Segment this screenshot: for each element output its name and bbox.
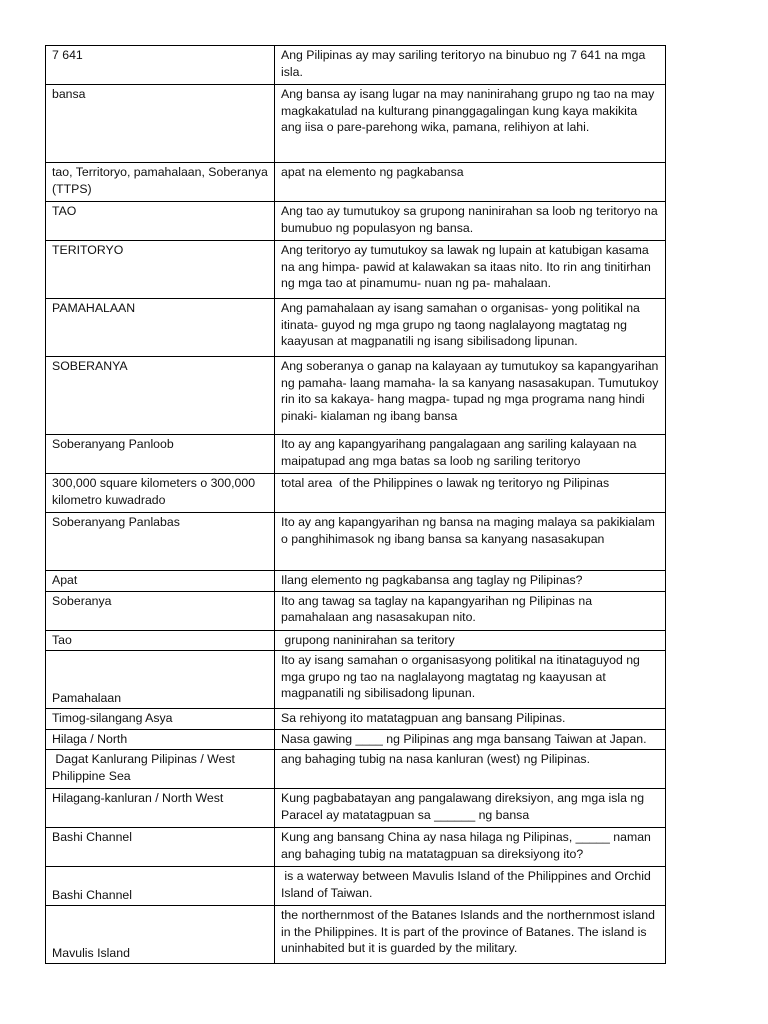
definition-cell bbox=[275, 85, 666, 163]
table-row bbox=[46, 729, 666, 750]
term-text: Bashi Channel bbox=[52, 887, 132, 902]
table-row bbox=[46, 46, 666, 85]
definition-cell bbox=[275, 750, 666, 789]
table-row bbox=[46, 906, 666, 964]
term-cell bbox=[46, 789, 275, 828]
definition-cell bbox=[275, 630, 666, 651]
term-cell bbox=[46, 630, 275, 651]
term-text: 7 641 bbox=[52, 48, 83, 62]
definition-cell bbox=[275, 571, 666, 592]
table-row bbox=[46, 474, 666, 513]
definition-cell bbox=[275, 651, 666, 709]
term-text: 300,000 square kilometers o 300,000 kilometro kuwadrado bbox=[52, 476, 259, 507]
table-row bbox=[46, 163, 666, 202]
term-cell bbox=[46, 202, 275, 241]
term-cell bbox=[46, 435, 275, 474]
term-cell bbox=[46, 513, 275, 571]
term-cell bbox=[46, 571, 275, 592]
definition-cell bbox=[275, 906, 666, 964]
term-cell bbox=[46, 867, 275, 906]
table-row bbox=[46, 591, 666, 630]
term-cell bbox=[46, 729, 275, 750]
term-text: Hilagang-kanluran / North West bbox=[52, 791, 224, 805]
definition-text: is a waterway between Mavulis Island of the Philippines and Orchid Island of Taiwan. bbox=[281, 869, 655, 900]
definition-text: Ang tao ay tumutukoy sa grupong naninirahan sa loob ng teritoryo na bumubuo ng populasyon ng bansa. bbox=[281, 204, 662, 235]
definition-cell bbox=[275, 828, 666, 867]
table-row bbox=[46, 750, 666, 789]
term-text: SOBERANYA bbox=[52, 359, 128, 373]
definition-cell bbox=[275, 474, 666, 513]
term-cell bbox=[46, 474, 275, 513]
term-cell bbox=[46, 828, 275, 867]
definition-cell bbox=[275, 202, 666, 241]
term-text: PAMAHALAAN bbox=[52, 301, 136, 315]
table-row bbox=[46, 789, 666, 828]
term-text: TAO bbox=[52, 204, 77, 218]
table-row bbox=[46, 867, 666, 906]
table-row bbox=[46, 435, 666, 474]
table-row bbox=[46, 828, 666, 867]
term-text: TERITORYO bbox=[52, 243, 124, 257]
definition-cell bbox=[275, 435, 666, 474]
table-row bbox=[46, 571, 666, 592]
term-text: bansa bbox=[52, 87, 86, 101]
term-cell bbox=[46, 46, 275, 85]
definition-text: total area of the Philippines o lawak ng teritoryo ng Pilipinas bbox=[281, 476, 610, 490]
term-cell bbox=[46, 651, 275, 709]
definition-text: Ito ay isang samahan o organisasyong politikal na itinataguyod ng mga grupo ng tao na naglalayong magtatag ng kaayusan at magpanatili ng sibilisadong lipunan. bbox=[281, 653, 644, 700]
definition-text: Ang Pilipinas ay may sariling teritoryo na binubuo ng 7 641 na mga isla. bbox=[281, 48, 649, 79]
term-cell bbox=[46, 85, 275, 163]
term-text: Apat bbox=[52, 573, 78, 587]
definition-text: Ang bansa ay isang lugar na may naninirahang grupo ng tao na may magkakatulad na kulturang pinanggagalingan kung kaya makikita ang iisa o pare-parehong wika, pamana, relihiyon at lahi. bbox=[281, 87, 658, 134]
definition-cell bbox=[275, 163, 666, 202]
term-text: Timog-silangang Asya bbox=[52, 711, 173, 725]
definition-cell bbox=[275, 789, 666, 828]
definition-text: Ito ay ang kapangyarihan ng bansa na maging malaya sa pakikialam o panghihimasok ng ibang bansa sa kanyang nasasakupan bbox=[281, 515, 659, 546]
definition-text: the northernmost of the Batanes Islands and the northernmost island in the Philippines. It is part of the province of Batanes. The island is uninhabited but it is guarded by the military. bbox=[281, 908, 659, 955]
definition-text: Sa rehiyong ito matatagpuan ang bansang Pilipinas. bbox=[281, 711, 566, 725]
term-text: Soberanya bbox=[52, 593, 112, 608]
definition-text: ang bahaging tubig na nasa kanluran (west) ng Pilipinas. bbox=[281, 752, 590, 766]
term-cell bbox=[46, 299, 275, 357]
table-row bbox=[46, 513, 666, 571]
definition-cell bbox=[275, 709, 666, 730]
term-text: Mavulis Island bbox=[52, 945, 130, 960]
definition-cell bbox=[275, 729, 666, 750]
term-cell bbox=[46, 906, 275, 964]
definition-text: Ang teritoryo ay tumutukoy sa lawak ng lupain at katubigan kasama na ang himpa- pawid at kalawakan sa itaas nito. Ito rin ang tinitirhan ng mga tao at pinamumu- nuan ng pa- mahalaan. bbox=[281, 243, 655, 290]
table-row bbox=[46, 651, 666, 709]
table-row bbox=[46, 357, 666, 435]
definition-text: Ilang elemento ng pagkabansa ang taglay ng Pilipinas? bbox=[281, 573, 583, 587]
definition-text: apat na elemento ng pagkabansa bbox=[281, 165, 464, 179]
definition-text: Ito ay ang kapangyarihang pangalagaan ang sariling kalayaan na maipatupad ang mga batas sa loob ng sariling teritoryo bbox=[281, 437, 640, 468]
definition-cell bbox=[275, 299, 666, 357]
definition-cell bbox=[275, 241, 666, 299]
term-text: Hilaga / North bbox=[52, 731, 128, 746]
term-text: Tao bbox=[52, 632, 72, 647]
table-row bbox=[46, 202, 666, 241]
definition-text: grupong naninirahan sa teritory bbox=[281, 632, 455, 647]
table-row bbox=[46, 241, 666, 299]
term-text: Soberanyang Panloob bbox=[52, 437, 174, 451]
table-row bbox=[46, 709, 666, 730]
definition-cell bbox=[275, 357, 666, 435]
table-row bbox=[46, 630, 666, 651]
definition-text: Kung ang bansang China ay nasa hilaga ng Pilipinas, _____ naman ang bahaging tubig na matatagpuan sa direksiyong ito? bbox=[281, 830, 655, 861]
term-cell bbox=[46, 163, 275, 202]
term-cell bbox=[46, 357, 275, 435]
term-text: Dagat Kanlurang Pilipinas / West Philippine Sea bbox=[52, 752, 239, 783]
term-cell bbox=[46, 241, 275, 299]
definition-text: Nasa gawing ____ ng Pilipinas ang mga bansang Taiwan at Japan. bbox=[281, 731, 647, 746]
definition-cell bbox=[275, 513, 666, 571]
definition-cell bbox=[275, 46, 666, 85]
term-text: Pamahalaan bbox=[52, 690, 122, 705]
terms-table bbox=[45, 45, 666, 964]
term-cell bbox=[46, 591, 275, 630]
term-text: tao, Territoryo, pamahalaan, Soberanya (TTPS) bbox=[52, 165, 272, 196]
definition-text: Ang pamahalaan ay isang samahan o organisas- yong politikal na itinata- guyod ng mga grupo ng taong naglalayong magtatag ng kaayusan at magpanatili ng isang sibilisadong lipunan. bbox=[281, 301, 644, 348]
definition-cell bbox=[275, 591, 666, 630]
table-row bbox=[46, 85, 666, 163]
definition-text: Ang soberanya o ganap na kalayaan ay tumutukoy sa kapangyarihan ng pamaha- laang mamaha- la sa kanyang nasasakupan. Tumutukoy rin ito sa kakaya- hang magpa- tupad ng mga programa nang hindi pinaki- kialaman ng ibang bansa bbox=[281, 359, 662, 423]
term-text: Bashi Channel bbox=[52, 830, 132, 844]
term-cell bbox=[46, 750, 275, 789]
table-row bbox=[46, 299, 666, 357]
term-text: Soberanyang Panlabas bbox=[52, 515, 180, 529]
term-cell bbox=[46, 709, 275, 730]
definition-text: Ito ang tawag sa taglay na kapangyarihan ng Pilipinas na pamahalaan ang nasasakupan nito. bbox=[281, 593, 596, 624]
definition-text: Kung pagbabatayan ang pangalawang direksiyon, ang mga isla ng Paracel ay matatagpuan sa ______ ng bansa bbox=[281, 791, 648, 822]
definition-cell bbox=[275, 867, 666, 906]
